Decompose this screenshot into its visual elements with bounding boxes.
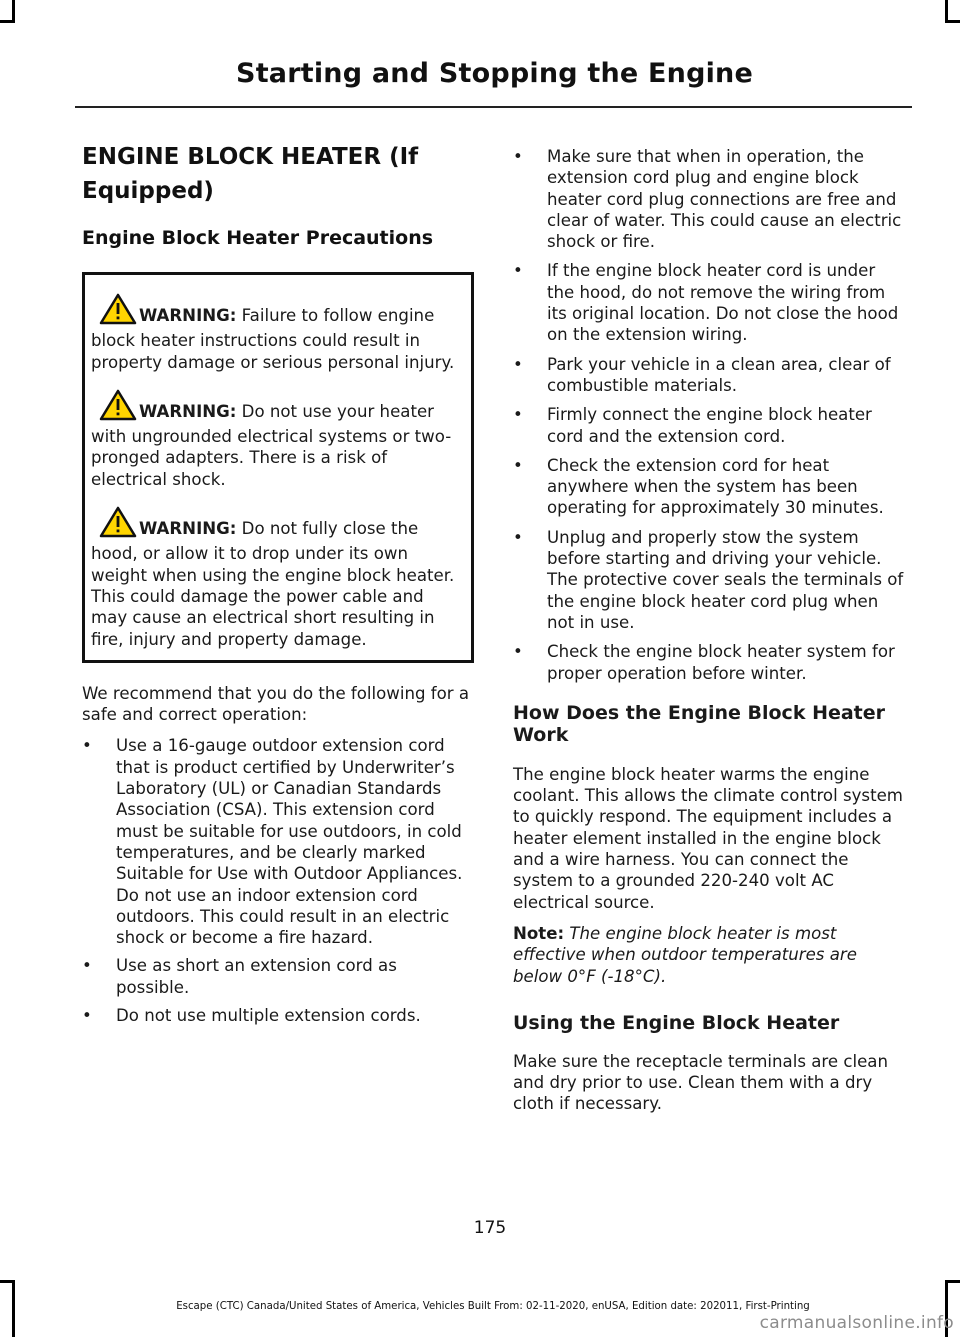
warning-3	[91, 506, 463, 650]
list-item	[513, 354, 907, 397]
list-item-text: If the engine block heater cord is under the hood, do not remove the wiring from its original location. Do not close the hood on the extension wiring.	[547, 261, 899, 345]
bullet-dot: •	[513, 642, 523, 662]
edition-footer: Escape (CTC) Canada/United States of America, Vehicles Built From: 02-11-2020, enUSA, Edition date: 202011, First-Printing	[176, 1301, 810, 1312]
note-text: The engine block heater is most effective when outdoor temperatures are below 0°F (-18°C).	[513, 923, 857, 986]
page-number: 175	[473, 1218, 507, 1238]
list-item	[513, 260, 907, 345]
crop-mark-bottom-left-horizontal	[0, 1280, 15, 1283]
list-item	[82, 735, 474, 948]
warning-text: Failure to follow engine block heater instructions could result in property damage or serious personal injury.	[91, 306, 455, 372]
warning-label: WARNING:	[139, 306, 237, 325]
warning-text: Do not fully close the hood, or allow it to drop under its own weight when using the engine block heater. This could damage the power cable and may cause an electrical short resulting in fire, injury and property damage.	[91, 519, 455, 649]
crop-mark-top-right-horizontal	[945, 20, 960, 23]
warning-text: Do not use your heater with ungrounded electrical systems or two-pronged adapters. There is a risk of electrical shock.	[91, 401, 452, 489]
list-item-text: Do not use multiple extension cords.	[116, 1006, 421, 1026]
list-item	[513, 455, 907, 519]
right-column	[513, 146, 907, 1125]
list-item-text: Park your vehicle in a clean area, clear of combustible materials.	[547, 354, 891, 395]
list-item	[513, 641, 907, 684]
note-label: Note:	[513, 923, 565, 943]
warning-2	[91, 389, 463, 490]
warnings-box	[82, 272, 474, 663]
page-header-title: Starting and Stopping the Engine	[236, 58, 753, 89]
list-item-text: Firmly connect the engine block heater cord and the extension cord.	[547, 405, 872, 446]
list-item-text: Make sure that when in operation, the extension cord plug and engine block heater cord plug connections are free and clear of water. This could cause an electric shock or fire.	[547, 147, 902, 252]
warning-triangle-icon	[99, 293, 137, 330]
precautions-title: Engine Block Heater Precautions	[82, 227, 434, 249]
list-item	[82, 955, 474, 998]
list-item	[513, 404, 907, 447]
warning-triangle-icon	[99, 389, 137, 426]
bullet-dot: •	[513, 527, 523, 547]
crop-mark-bottom-right-horizontal	[945, 1280, 960, 1283]
crop-mark-top-left-horizontal	[0, 20, 15, 23]
list-item-text: Unplug and properly stow the system before starting and driving your vehicle. The protective cover seals the terminals of the engine block heater cord plug when not in use.	[547, 527, 904, 632]
warning-triangle-icon	[99, 506, 137, 543]
list-item-text: Check the engine block heater system for proper operation before winter.	[547, 642, 895, 683]
warning-label: WARNING:	[139, 401, 237, 421]
bullet-dot: •	[82, 956, 92, 976]
crop-mark-top-left-vertical	[12, 0, 15, 22]
bullet-dot: •	[82, 1006, 92, 1026]
using-paragraph: Make sure the receptacle terminals are clean and dry prior to use. Clean them with a dry cloth if necessary.	[513, 1051, 888, 1114]
list-item-text: Check the extension cord for heat anywhere when the system has been operating for approximately 30 minutes.	[547, 455, 884, 518]
watermark: carmanualsonline.info	[759, 1313, 954, 1333]
how-it-works-title: How Does the Engine Block Heater Work	[513, 701, 886, 746]
bullet-dot: •	[513, 354, 523, 374]
warning-1	[91, 293, 463, 373]
using-title: Using the Engine Block Heater	[513, 1011, 840, 1034]
list-item	[513, 527, 907, 633]
bullet-dot: •	[513, 261, 523, 281]
how-it-works-paragraph: The engine block heater warms the engine coolant. This allows the climate control system to quickly respond. The equipment includes a heater element installed in the engine block and a wire harness. You can connect the system to a grounded 220-240 volt AC electrical source.	[513, 764, 903, 912]
list-item	[82, 1005, 474, 1026]
intro-paragraph: We recommend that you do the following for a safe and correct operation:	[82, 683, 470, 725]
warning-label: WARNING:	[139, 519, 237, 539]
list-item	[513, 146, 907, 252]
section-title	[82, 140, 474, 208]
bullet-dot: •	[513, 455, 523, 475]
crop-mark-top-right-vertical	[945, 0, 948, 22]
bullet-dot: •	[82, 736, 92, 756]
list-item-text: Use a 16-gauge outdoor extension cord that is product certified by Underwriter’s Laboratory (UL) or Canadian Standards Association (CSA). This extension cord must be suitable for use outdoors, in cold temperatures, and be clearly marked Suitable for Use with Outdoor Appliances. Do not use an indoor extension cord outdoors. This could result in an electric shock or become a fire hazard.	[116, 736, 463, 948]
left-column	[82, 140, 474, 1033]
bullet-dot: •	[513, 405, 523, 425]
right-bullet-list	[513, 146, 907, 684]
section-title-line1: ENGINE BLOCK HEATER (If	[82, 144, 419, 170]
left-bullet-list	[82, 735, 474, 1026]
list-item-text: Use as short an extension cord as possible.	[116, 956, 397, 997]
header-divider	[75, 106, 912, 108]
bullet-dot: •	[513, 147, 523, 166]
note-paragraph	[513, 923, 907, 987]
section-title-line2: Equipped)	[82, 178, 214, 204]
